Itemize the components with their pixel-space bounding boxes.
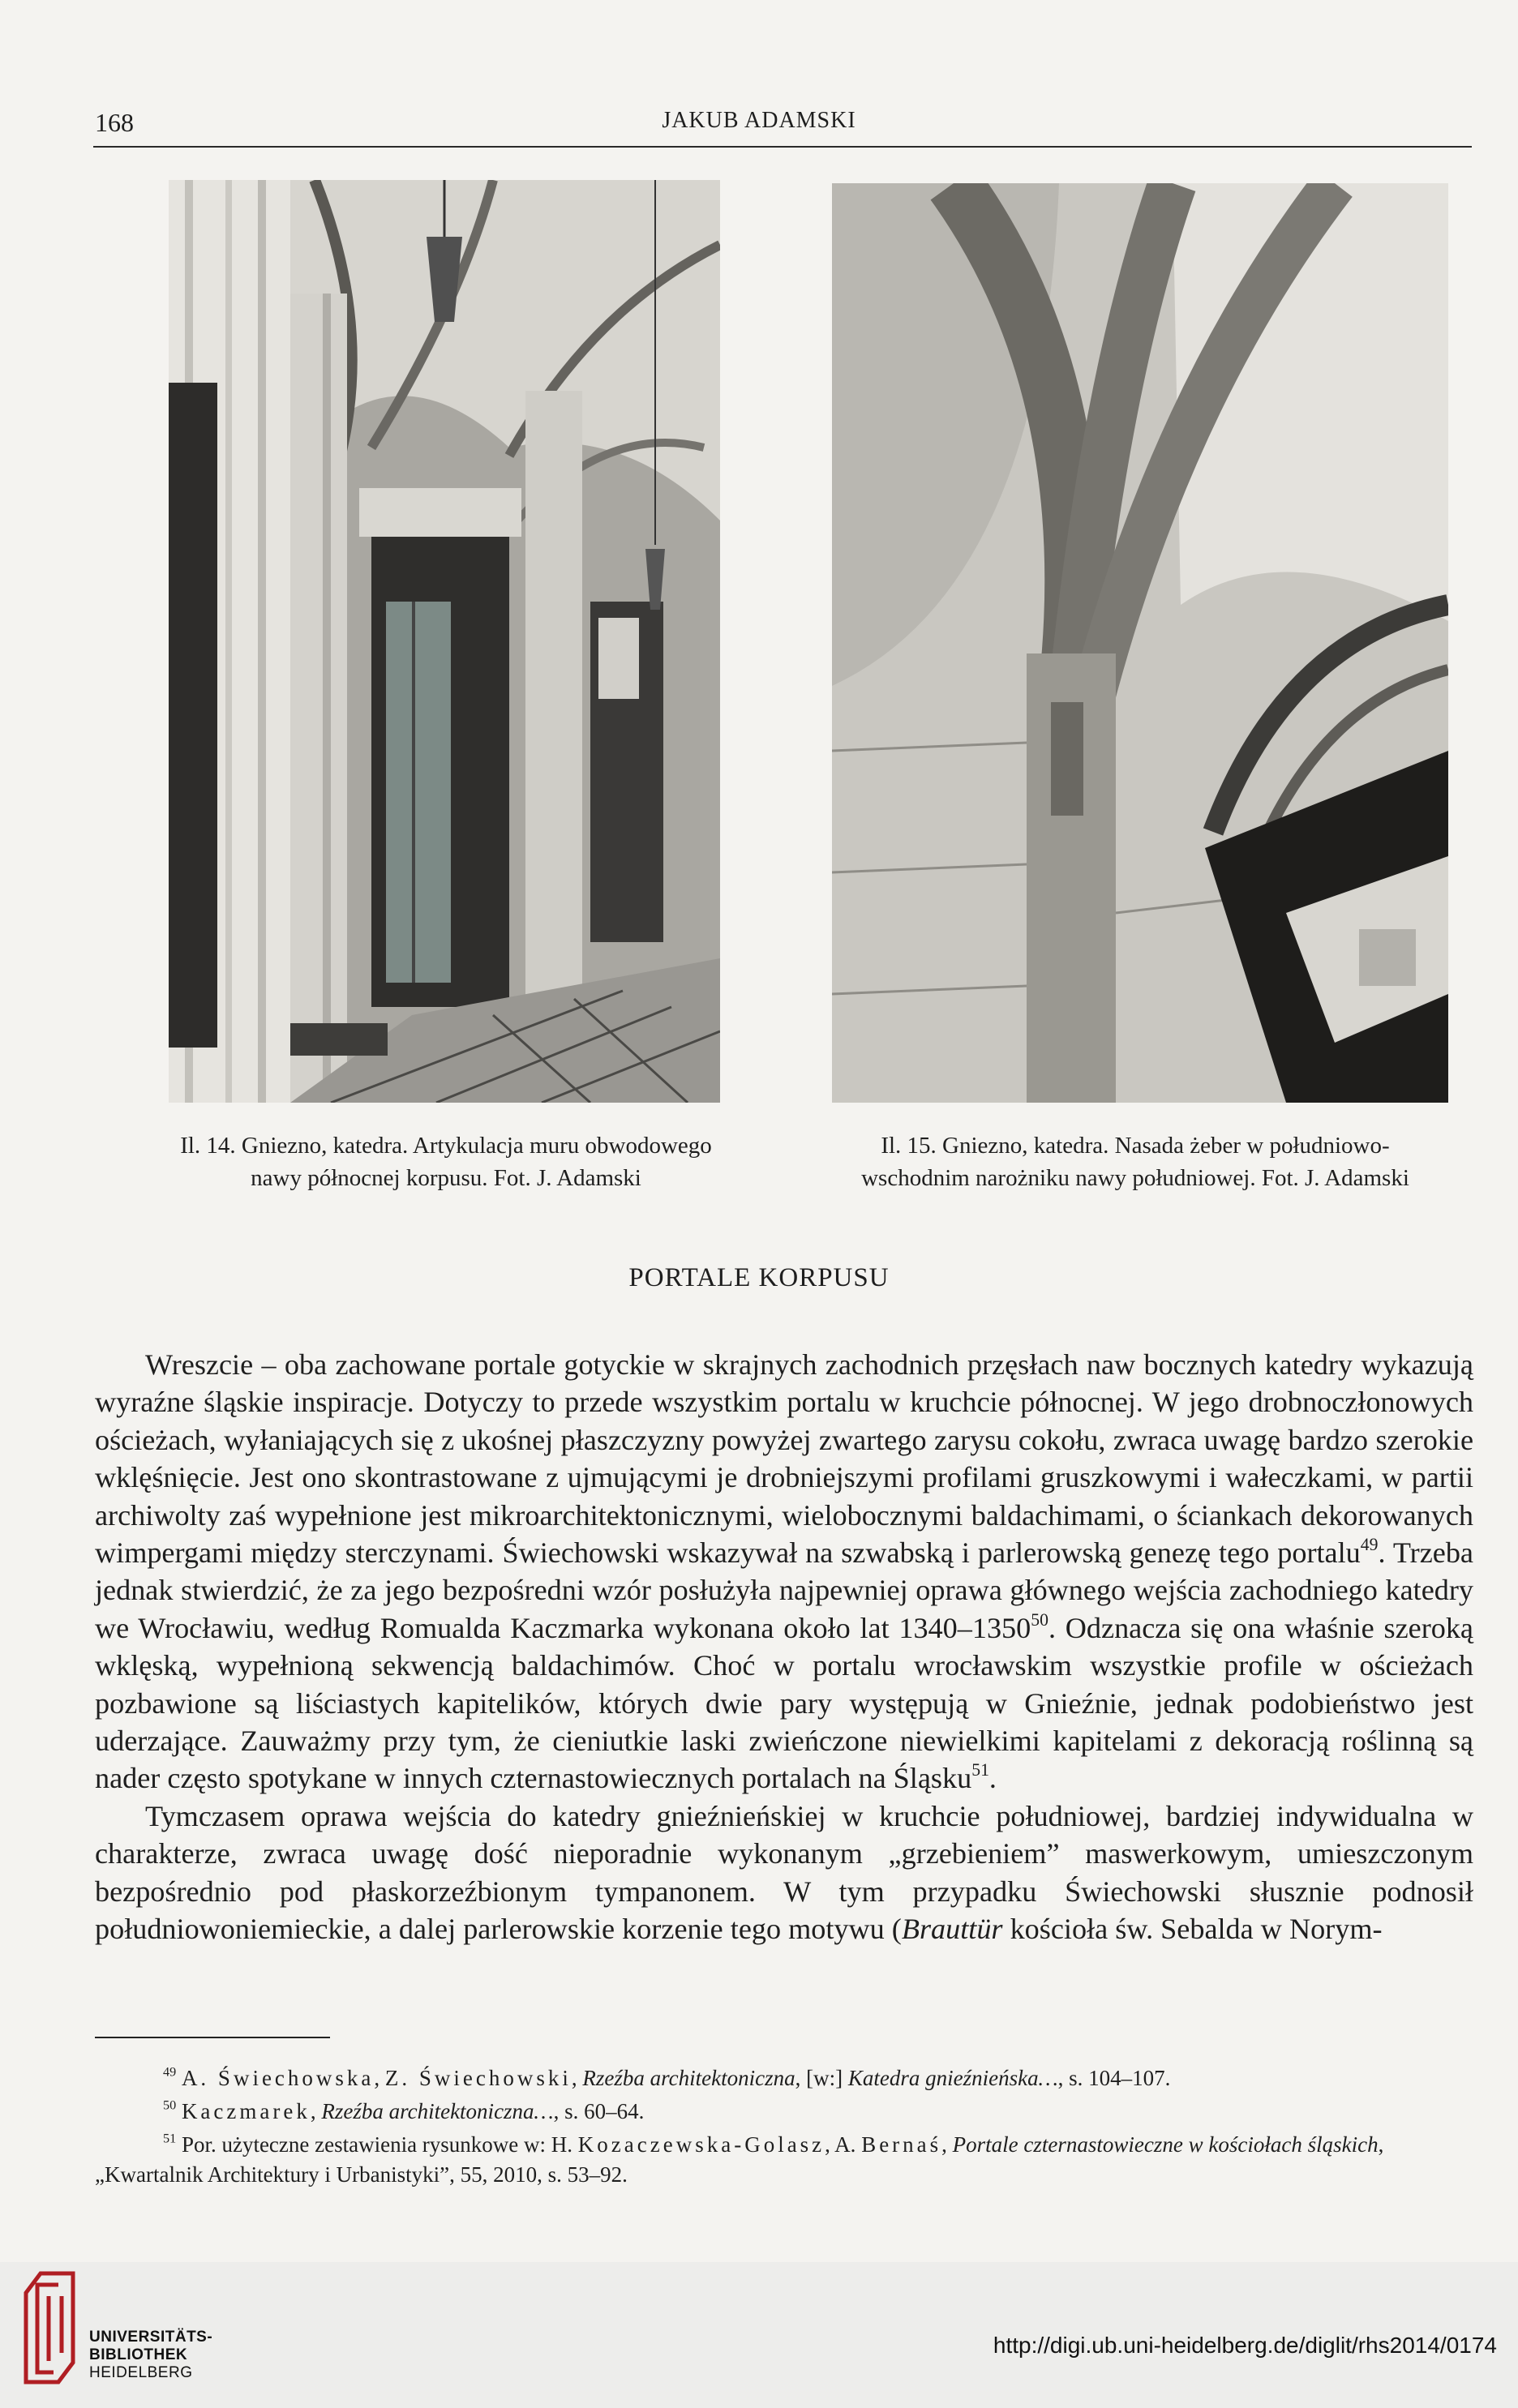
footnote-sep: , [w:] [795, 2066, 848, 2090]
footnote-number: 50 [163, 2097, 177, 2113]
library-logo-text [89, 2329, 212, 2382]
figure-caption-14 [122, 1129, 770, 1194]
footnote-title: Rzeźba architektoniczna… [321, 2099, 554, 2123]
footnote-author: Z. Świechowski [384, 2066, 572, 2090]
logo-line: BIBLIOTHEK [89, 2346, 188, 2363]
footnote-author: Kaczmarek [181, 2099, 311, 2123]
library-logo-icon [16, 2269, 88, 2390]
figure-caption-15 [811, 1129, 1460, 1194]
paragraph [95, 1346, 1473, 1797]
footnote-author: Bernaś [861, 2132, 942, 2157]
footnote-title: Katedra gnieźnieńska… [847, 2066, 1058, 2090]
footnote-number: 51 [163, 2131, 177, 2146]
text-segment: . [988, 1762, 997, 1795]
paragraph [95, 1797, 1473, 1948]
footnote-number: 49 [163, 2064, 177, 2080]
footnote-sep: , [941, 2132, 953, 2157]
logo-line: HEIDELBERG [89, 2364, 193, 2381]
header-rule [93, 146, 1472, 148]
footnote [95, 2063, 1473, 2093]
italic-term: Brauttür [901, 1913, 1003, 1946]
footnote-ref[interactable]: 50 [1031, 1609, 1048, 1630]
footnote [95, 2097, 1473, 2127]
caption-line: Il. 14. Gniezno, katedra. Artykulacja muru obwodowego [180, 1133, 712, 1159]
text-segment: Wreszcie – oba zachowane portale gotyckie w skrajnych zachodnich przęsłach naw bocznych katedry wykazują wyraźne śląskie inspiracje. Dotyczy to przede wszystkim portalu w kruchcie północnej. W jego drobnoczłonowych ościeżach, wyłaniających się z ukośnej płaszczyzny powyżej zwartego zarysu cokołu, zwraca uwagę bardzo szerokie wklęśnięcie. Jest ono skontrastowane z ujmującymi je drobniejszymi profilami gruszkowymi i wałeczkami, w partii archiwolty zaś wypełnione jest mikroarchitektonicznymi, wielobocznymi baldachimami, o ściankach dekorowanych wimpergami między sterczynami. Świechowski wskazywał na szwabską i parlerowską genezę tego portalu [95, 1348, 1473, 1570]
footnote-title: Portale czternastowieczne w kościołach śląskich [952, 2132, 1379, 2157]
footnote-sep: , [571, 2066, 583, 2090]
footnote-rest: , s. 60–64. [553, 2099, 645, 2123]
logo-line: UNIVERSITÄTS- [89, 2329, 213, 2346]
footnote-title: Rzeźba architektoniczna [582, 2066, 795, 2090]
page-number: 168 [95, 108, 134, 137]
text-segment: . Odznacza się ona właśnie szeroką wklęską, wypełnioną sekwencją baldachimów. Choć w portalu wrocławskim wszystkie profile w ościeżach pozbawione są liściastych kapitelików, których dwie pary występują w Gnieźnie, jednak podobieństwo jest uderzające. Zauważmy przy tym, że cieniutkie laski zwieńczone niewielkimi kapitelami z dekoracją roślinną są nader często spotykane w innych czternastowiecznych portalach na Śląsku [95, 1611, 1473, 1795]
caption-line: wschodnim narożniku nawy południowej. Fot. J. Adamski [861, 1165, 1409, 1191]
footnote-sep: , A. [825, 2132, 862, 2157]
text-segment: . Trzeba jednak stwierdzić, że za jego bezpośredni wzór posłużyła najpewniej oprawa głównego wejścia zachodniego katedry we Wrocławiu, według Romualda Kaczmarka wykonana około lat 1340–1350 [95, 1536, 1473, 1644]
footnote-lead: Por. użyteczne zestawienia rysunkowe w: H. [181, 2132, 578, 2157]
footnotes [95, 2063, 1473, 2193]
section-heading: PORTALE KORPUSU [628, 1263, 890, 1292]
source-url-link[interactable]: http://digi.ub.uni-heidelberg.de/diglit/rhs2014/0174 [993, 2333, 1497, 2358]
text-segment: kościoła św. Sebalda w Norym- [1002, 1913, 1383, 1946]
footnote-author: Kozaczewska-Golasz [577, 2132, 825, 2157]
running-head: JAKUB ADAMSKI [662, 108, 856, 133]
footnote-author: A. Świechowska [181, 2066, 375, 2090]
footnote-sep: , [310, 2099, 322, 2123]
caption-line: nawy północnej korpusu. Fot. J. Adamski [251, 1165, 641, 1191]
footnote-sep: , [374, 2066, 385, 2090]
footnote-rest: , s. 104–107. [1057, 2066, 1171, 2090]
footnote-ref[interactable]: 51 [971, 1760, 989, 1780]
photo-nave-interior [169, 180, 720, 1103]
footnote-ref[interactable]: 49 [1360, 1534, 1379, 1554]
footnote [95, 2130, 1473, 2190]
photo-rib-springing [832, 183, 1448, 1103]
footnote-rest: , „Kwartalnik Architektury i Urbanistyki”, 55, 2010, s. 53–92. [95, 2132, 1384, 2187]
footnote-rule [95, 2037, 330, 2038]
text-segment: Tymczasem oprawa wejścia do katedry gnieźnieńskiej w kruchcie południowej, bardziej indywidualna w charakterze, zwraca uwagę dość nieporadnie wykonanym „grzebieniem” maswerkowym, umieszczonym bezpośrednio pod płaskorzeźbionym tympanonem. W tym przypadku Świechowski słusznie podnosił południowoniemieckie, a dalej parlerowskie korzenie tego motywu ( [95, 1799, 1473, 1946]
body-text [95, 1346, 1473, 1948]
caption-line: Il. 15. Gniezno, katedra. Nasada żeber w południowo- [881, 1133, 1390, 1159]
